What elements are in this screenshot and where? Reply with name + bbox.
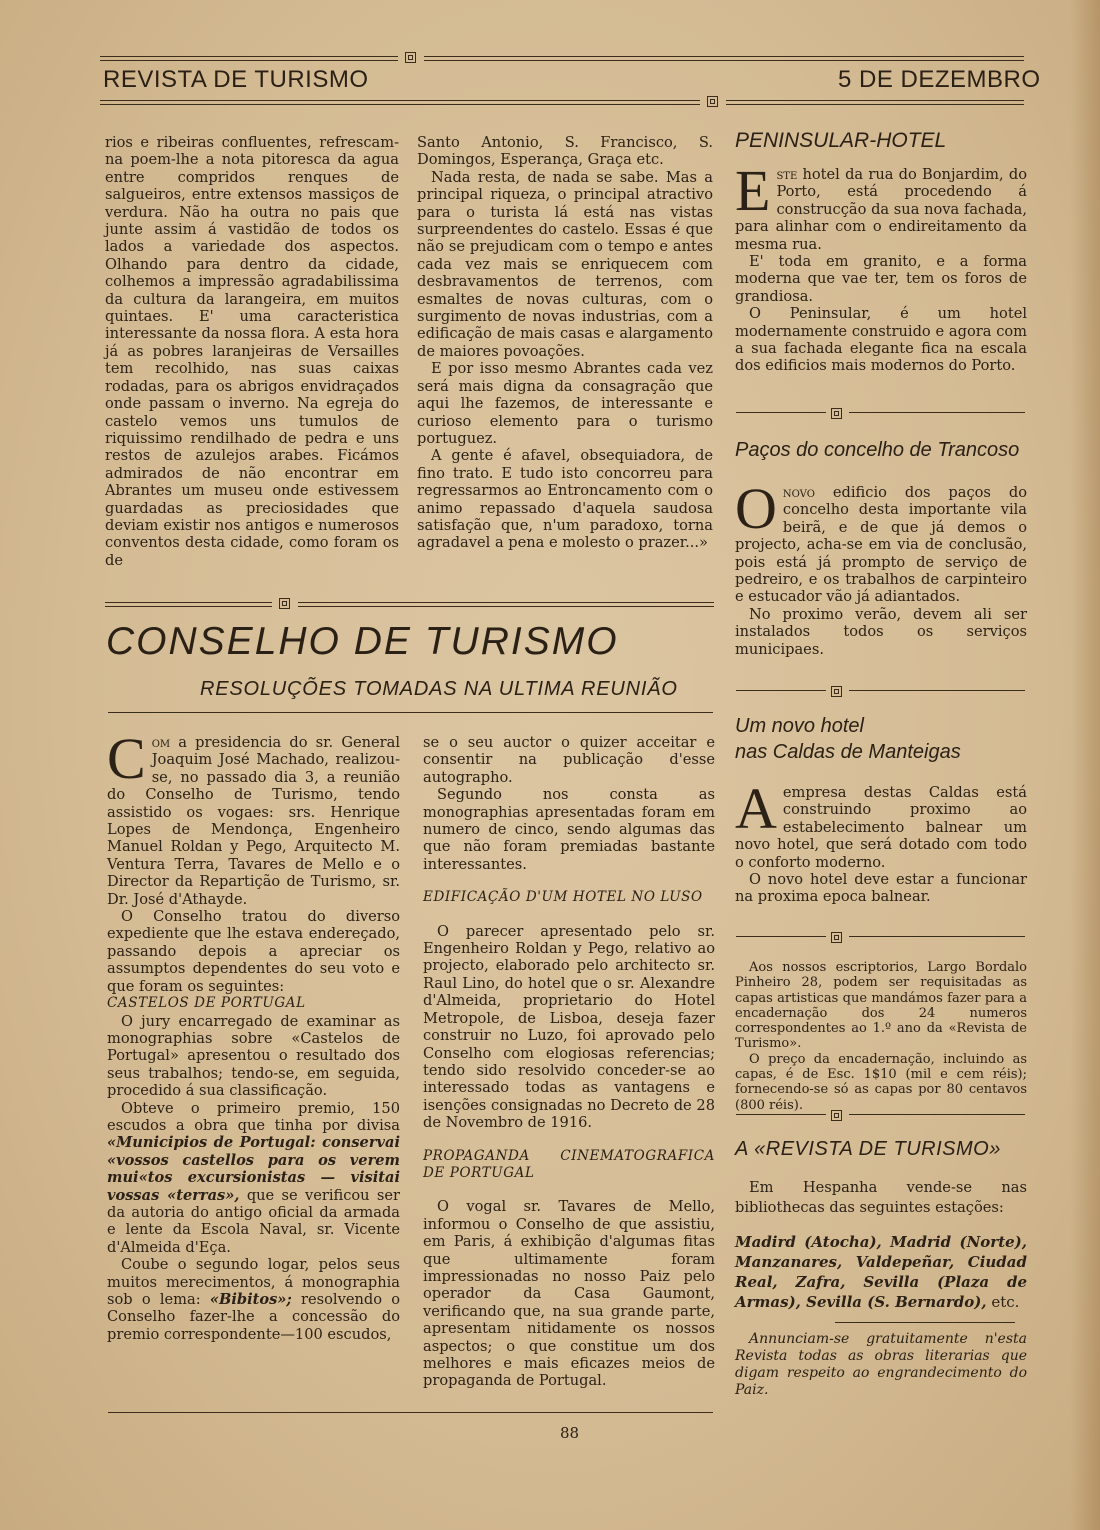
divider-left (736, 936, 826, 937)
paragraph: O jury encarregado de examinar as monographias sobre «Castelos de Portugal» apresentou o resultado dos seus trabalhos; tendo-se, em seguida, procedido á sua classificação. (107, 1012, 400, 1100)
article-continuation-col1 (105, 134, 399, 569)
divider-left (736, 412, 826, 413)
manteigas-article (735, 776, 1027, 906)
ornament-icon (831, 932, 842, 943)
conselho-col2 (423, 734, 715, 1390)
ornament-icon (831, 1110, 842, 1121)
drop-cap: A (735, 776, 777, 841)
divider-right (849, 936, 1025, 937)
paragraph: No proximo verão, devem ali ser instalados todos os serviços municipaes. (735, 605, 1027, 658)
article-continuation-col2 (417, 134, 713, 552)
paragraph (107, 726, 400, 908)
ornament-icon (831, 686, 842, 697)
motto: «Bibitos»; (209, 1291, 292, 1308)
announcement-note: Annunciam-se gratuitamente n'esta Revista todas as obras literarias que digam respeito ao engrandecimento do Paiz. (735, 1331, 1027, 1398)
ornament-icon (831, 408, 842, 419)
section-title-peninsular: PENINSULAR-HOTEL (735, 129, 947, 152)
paragraph: se o seu auctor o quizer acceitar e consentir na publicação d'esse autographo. (423, 734, 715, 786)
trancoso-article (735, 476, 1028, 658)
paragraph-text: que se verificou ser da autoria do antigo oficial da armada e lente da Escola Naval, sr. Vicente d'Almeida d'Eça. (107, 1186, 400, 1256)
paragraph: Aos nossos escriptorios, Largo Bordalo Pinheiro 28, podem ser requisitadas as capas artisticas que mandámos fazer para a encadernação dos 24 numeros correspondentes ao 1.º ano da «Revista de Turismo». (735, 960, 1027, 1052)
paragraph-text: edificio dos paços do concelho desta importante vila beirã, e de que já demos o projecto, acha-se em via de conclusão, pois está já prompto de serviço de pedreiro, e os trabalhos de carpinteiro e estucador vão já adiantados. (735, 484, 1028, 606)
divider-short (835, 1322, 1015, 1323)
lead-word: ste (776, 166, 798, 183)
article-subtitle: RESOLUÇÕES TOMADAS NA ULTIMA REUNIÃO (200, 678, 678, 700)
paragraph: E por isso mesmo Abrantes cada vez será mais digna da consagração que aqui lhe fazemos, de interessante e curioso elemento para o turismo portuguez. (417, 360, 713, 447)
paragraph: rios e ribeiras confluentes, refrescam-na poem-lhe a nota pitoresca da agua entre compridos renques de salgueiros, entre extensos massiços de verdura. Não ha outra no pais que junte assim á vastidão de todos os lados a variedade dos aspectos. Olhando para dentro da cidade, colhemos a impressão agradabilissima da cultura da larangeira, em muitos quintaes. E' uma caracteristica interessante da nossa flora. A esta hora já as pobres laranjeiras de Versailles tem recolhido, nas suas caixas rodadas, para os abrigos envidraçados onde passam o inverno. Na egreja do castelo vemos uns tumulos de riquissimo rendilhado de pedra e uns restos de azulejos arabes. Ficámos admirados de não encontrar em Abrantes um museu onde estivessem guardadas as preciosidades que deviam existir nos antigos e numerosos conventos desta cidade, como foram os de (105, 134, 399, 569)
header-rule-top-right (424, 56, 1024, 61)
paragraph (107, 1100, 400, 1257)
lead-word: novo (782, 484, 815, 501)
paragraph-text: Coube o segundo logar, pelos seus muitos merecimentos, á monographia sob o lema: (107, 1256, 400, 1308)
running-title: REVISTA DE TURISMO (103, 66, 369, 93)
divider-left (736, 690, 826, 691)
ornament-icon (707, 96, 718, 107)
paragraph: O vogal sr. Tavares de Mello, informou o Conselho de que assistiu, em Paris, á exhibição d'algumas fitas que ultimamente foram impressionadas no nosso Paiz pelo operador da Casa Gaumont, verificando que, na sua grande parte, apresentam nitidamente os nossos aspectos; o que constitue um dos melhores e mais eficazes meios de propaganda de Portugal. (423, 1198, 715, 1390)
section-divider-right (298, 602, 714, 607)
subsection-heading: PROPAGANDA CINEMATOGRAFICA DE PORTUGAL (423, 1147, 715, 1181)
paragraph-text: empresa destas Caldas está construindo proximo ao estabelecimento balnear um novo hotel, que será dotado com todo o conforto moderno. (735, 784, 1027, 871)
paragraph: O novo hotel deve estar a funcionar na proxima epoca balnear. (735, 871, 1027, 906)
header-rule-top-left (100, 56, 398, 61)
paragraph: Segundo nos consta as monographias apresentadas foram em numero de cinco, sendo algumas das que não foram premiadas bastante interessantes. (423, 786, 715, 873)
subsection-heading: EDIFICAÇÃO D'UM HOTEL NO LUSO (423, 889, 703, 906)
section-title-manteigas-line2: nas Caldas de Manteigas (735, 741, 961, 763)
paragraph (735, 158, 1027, 253)
ornament-icon (405, 52, 416, 63)
paragraph: E' toda em granito, e a forma moderna que vae ter, tem os foros de grandiosa. (735, 253, 1027, 305)
section-divider-left (105, 602, 272, 607)
page-number: 88 (560, 1424, 580, 1442)
article-title: CONSELHO DE TURISMO (106, 620, 619, 663)
paragraph: Nada resta, de nada se sabe. Mas a principal riqueza, o principal atractivo para o turista lá está nas vistas surpreendentes do castelo. Essas é que não se prejudicam com o tempo e antes cada vez mais se enriquecem com desbravamentos de terrenos, com esmaltes de novas culturas, com o surgimento de novas industrias, com a edificação de mais casas e alargamento de maiores povoações. (417, 168, 713, 360)
paragraph: O Conselho tratou do diverso expediente que lhe estava endereçado, passando depois a apreciar os assumptos dependentes do seu voto e que foram os seguintes: (107, 908, 400, 995)
conselho-col1 (107, 726, 401, 1343)
peninsular-article (735, 158, 1027, 375)
issue-date: 5 DE DEZEMBRO (838, 66, 1041, 93)
binding-notice (735, 960, 1027, 1113)
section-title-revista: A «REVISTA DE TURISMO» (735, 1138, 1001, 1160)
paragraph: Em Hespanha vende-se nas bibliothecas das seguintes estações: (735, 1179, 1027, 1216)
ornament-icon (279, 598, 290, 609)
section-title-trancoso: Paços do concelho de Trancoso (735, 439, 1020, 461)
etc: etc. (991, 1293, 1020, 1311)
paragraph: O preço da encadernação, incluindo as capas, é de Esc. 1$10 (mil e cem réis); fornecendo-se só as capas por 80 centavos (800 réis). (735, 1051, 1027, 1113)
paragraph (735, 776, 1027, 871)
paragraph-text: hotel da rua do Bonjardim, do Porto, está procedendo á construcção da sua nova fachada, para alinhar com o endireitamento da mesma rua. (735, 166, 1027, 253)
divider-right (849, 412, 1025, 413)
paragraph-text: Obteve o primeiro premio, 150 escudos a obra que tinha por divisa (107, 1099, 400, 1134)
paragraph (735, 476, 1028, 606)
lead-word: om (151, 734, 171, 751)
paragraph: O Peninsular, é um hotel modernamente construido e agora com a sua fachada elegante fica na escala dos edificios mais modernos do Porto. (735, 305, 1027, 375)
paragraph: O parecer apresentado pelo sr. Engenheiro Roldan y Pego, relativo ao projecto, elaborado pelo architecto sr. Raul Lino, do hotel que o sr. Alexandre d'Almeida, proprietario do Hotel Metropole, de Lisboa, deseja fazer construir no Luzo, foi aprovado pelo Conselho com elogiosas referencias; tendo sido resolvido conceder-se ao interessado todas as vantagens e isenções consignadas no Decreto de 28 de Novembro de 1916. (423, 922, 715, 1132)
paragraph-text: a presidencia do sr. General Joaquim José Machado, realizou-se, no passado dia 3, a reunião do Conselho de Turismo, tendo assistido os vogaes: srs. Henrique Lopes de Mendonça, Engenheiro Manuel Roldan y Pego, Arquitecto M. Ventura Terra, Tavares de Mello e o Director da Repartição de Turismo, sr. Dr. José d'Athayde. (107, 734, 400, 908)
subsection-heading: CASTELOS DE PORTUGAL (107, 995, 306, 1012)
header-rule-bottom-left (100, 100, 700, 105)
divider-right (849, 1114, 1025, 1115)
section-title-manteigas-line1: Um novo hotel (735, 715, 864, 737)
stations: Madird (Atocha), Madrid (Norte), Manzanares, Valdepeñar, Ciudad Real, Zafra, Sevilla (Plaza de Armas), Sevilla (S. Bernardo), (735, 1233, 1027, 1311)
divider-left (736, 1114, 826, 1115)
drop-cap: O (735, 476, 777, 541)
divider-right (849, 690, 1025, 691)
page-edge-shadow (1070, 0, 1100, 1530)
drop-cap: E (735, 158, 771, 223)
motto: «Municipios de Portugal: conservai «vossos castellos para os verem mui«tos excursionistas — visitai vossas «terras», (107, 1134, 400, 1204)
paragraph (107, 1256, 400, 1343)
stations-list (735, 1232, 1027, 1312)
footer-rule (108, 1412, 713, 1413)
header-rule-bottom-right (726, 100, 1024, 105)
paragraph-text: resolvendo o Conselho fazer-lhe a concessão do premio correspondente—100 escudos, (107, 1291, 401, 1343)
revista-article (735, 1178, 1027, 1399)
paragraph: Santo Antonio, S. Francisco, S. Domingos, Esperança, Graça etc. (417, 134, 713, 169)
paragraph: A gente é afavel, obsequiadora, de fino trato. E tudo isto concorreu para regressarmos ao Entroncamento com o animo repassado d'aquela saudosa satisfação que, n'um paradoxo, torna agradavel a pena e molesto o prazer...» (417, 447, 713, 552)
drop-cap: C (107, 726, 146, 791)
subtitle-underline (108, 712, 713, 713)
